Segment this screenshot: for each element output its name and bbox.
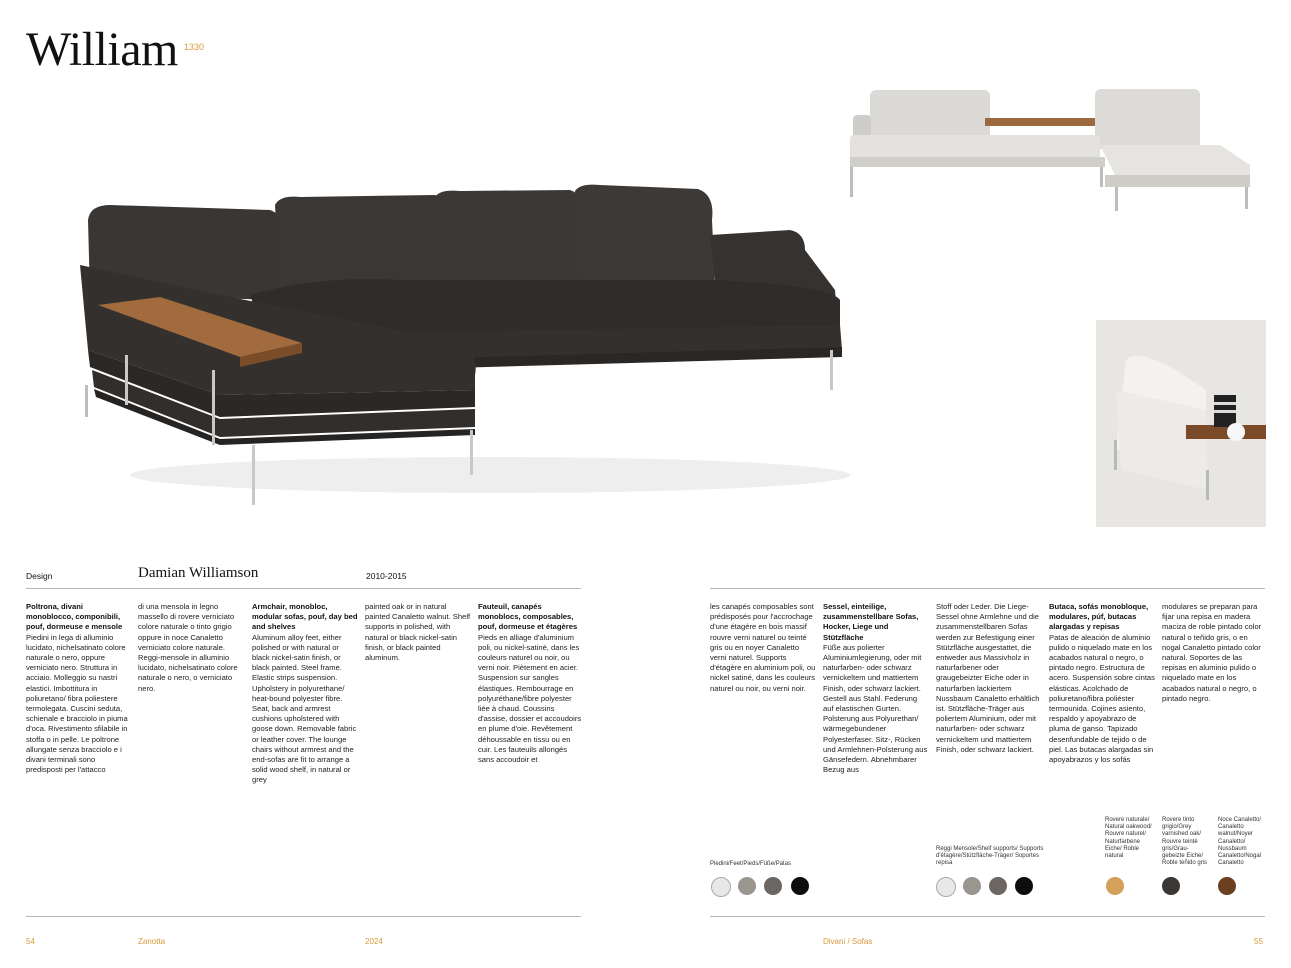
column-body: Stoff oder Leder. Die Liege-Sessel ohne Armlehne und die zusammenstellbaren Sofas werden zur Befestigung einer Stützfläche ausgestattet, die entweder aus Massivholz in naturfarbener oder graugebeizter Eiche oder in naturfarben lackiertem Nussbaum Canaletto erhältlich ist. Stützfläche-Träger aus poliertem Aluminium, oder mit naturfarben- oder schwarz vernickeltem und mattiertem Finish, oder schwarz lackiert. bbox=[936, 602, 1040, 754]
wood-label-walnut: Noce Canaletto/ Canaletto walnut/Noyer Canaletto/ Nussbaum Canaletto/Nogal Canaletto bbox=[1218, 817, 1262, 867]
column-heading: Poltrona, divani monoblocco, componibili, pouf, dormeuse e mensole bbox=[26, 602, 123, 632]
column-body: Füße aus polierter Aluminiumlegierung, oder mit naturfarben- oder schwarz vernickeltem und mattiertem Finish, oder schwarz lackiert. Gestell aus Stahl. Federung auf elastischen Gurten. Polsterung aus Polyurethan/ wärmegebundener Polyesterfaser. Sitz-, Rücken und Armlehnen-Polsterung aus Gänsefedern. Abnehmbarer Bezug aus bbox=[823, 642, 928, 775]
text-column-fr-1 bbox=[478, 602, 584, 765]
catalog-year: 2024 bbox=[365, 937, 383, 946]
design-years: 2010-2015 bbox=[366, 571, 407, 581]
text-column-fr-2 bbox=[710, 602, 816, 694]
design-label: Design bbox=[26, 571, 53, 581]
column-body: painted oak or in natural painted Canaletto walnut. Shelf supports in polished, with natural or black nickel-satin finish, or black painted aluminum. bbox=[365, 602, 471, 663]
support-swatch-3 bbox=[989, 877, 1007, 895]
column-body: Patas de aleación de aluminio pulido o niquelado mate en los acabados natural o negro, o pintado negro. Estructura de acero. Suspensión sobre cintas elásticas. Acolchado de poliuretano/fibra poliéster termounida. Cojines asiento, respaldo y apoyabrazo de pluma de ganso. Tapizado desenfundable de tejido o de piel. Las butacas alargadas sin apoyabrazos y los sofás bbox=[1049, 632, 1155, 765]
page-number-left: 54 bbox=[26, 937, 35, 946]
page-number-right: 55 bbox=[1254, 937, 1263, 946]
text-column-en-1 bbox=[252, 602, 358, 786]
column-body: Pieds en alliage d'aluminium poli, ou nickel-satiné, dans les couleurs naturel ou noir, ou verni noir. Piètement en acier. Suspension sur sangles élastiques. Rembourrage en polyuréthane/fibre polyester liée à chaud. Coussins d'assise, dossier et accoudoirs en plume d'oie. Revêtement déhoussable en tissu ou en cuir. Les fauteuils allongés sans accoudoir et bbox=[478, 632, 582, 765]
brand-name: Zanotta bbox=[138, 937, 166, 946]
wood-label-grey-oak: Rovere tinto grigio/Grey varnished oak/ Rouvre teinté gris/Grau-gebeizte Eiche/ Roble teñido gris bbox=[1162, 817, 1208, 867]
product-code: 1330 bbox=[184, 42, 205, 52]
support-swatch-1 bbox=[936, 877, 956, 897]
text-column-en-2 bbox=[365, 602, 471, 663]
text-column-es-1 bbox=[1049, 602, 1155, 765]
column-heading: Armchair, monobloc, modular sofas, pouf, day bed and shelves bbox=[252, 602, 358, 632]
page-title: William bbox=[26, 23, 178, 76]
column-body: modulares se preparan para fijar una repisa en madera maciza de roble pintado color natural o teñido gris, o en nogal Canaletto pintado color natural. Soportes de las repisas en aluminio pulido o niquelado mate en los acabados natural o negro, o pintado negro. bbox=[1162, 602, 1262, 703]
text-column-de-1 bbox=[823, 602, 929, 775]
feet-swatch-2 bbox=[738, 877, 756, 895]
section-name: Divani / Sofas bbox=[823, 937, 873, 946]
rule-left-bottom bbox=[26, 916, 581, 917]
designer-name: Damian Williamson bbox=[138, 565, 259, 581]
column-body: Aluminum alloy feet, either polished or with natural or black nickel-satin finish, or black painted. Steel frame. Elastic strips suspension. Upholstery in polyurethane/ heat-bound polyester fibre. Seat, back and armrest cushions upholstered with goose down. Removable fabric or leather cover. The lounge chairs without armrest and the end-sofas are fit to arrange a solid wood shelf, in natural or grey bbox=[252, 632, 357, 785]
main-sofa-photo bbox=[70, 175, 860, 515]
support-swatch-2 bbox=[963, 877, 981, 895]
rule-left-top bbox=[26, 588, 581, 589]
feet-swatch-3 bbox=[764, 877, 782, 895]
wood-swatch-oak bbox=[1106, 877, 1124, 895]
column-heading: Butaca, sofás monobloque, modulares, púf, butacas alargadas y repisas bbox=[1049, 602, 1149, 632]
support-swatch-4 bbox=[1015, 877, 1033, 895]
feet-swatch-1 bbox=[711, 877, 731, 897]
column-body: di una mensola in legno massello di rovere verniciato colore naturale o tinto grigio oppure in noce Canaletto verniciato colore naturale. Reggi-mensole in alluminio lucidato, nichelsatinato colore naturale o nero, o verniciato nero. bbox=[138, 602, 238, 693]
wood-swatch-grey-oak bbox=[1162, 877, 1180, 895]
text-column-it-2 bbox=[138, 602, 244, 694]
support-finish-label: Reggi Mensole/Shelf supports/ Supports d'étagère/Stützfläche-Träger/ Soportes repisa bbox=[936, 846, 1044, 867]
column-body: Piedini in lega di alluminio lucidato, nichelsatinato colore naturale o nero, oppure verniciato nero. Struttura in acciaio. Molleggio su nastri elastici. Imbottitura in poliuretano/ fibra poliestere termolegata. Cuscini seduta, schienale e bracciolo in piuma d'oca. Rivestimento sfilabile in stoffa o in pelle. Le poltrone allungate senza bracciolo e i divani terminali sono predisposti per l'attacco bbox=[26, 632, 128, 775]
wood-swatch-walnut bbox=[1218, 877, 1236, 895]
column-heading: Fauteuil, canapés monoblocs, composables, pouf, dormeuse et étagères bbox=[478, 602, 578, 632]
column-heading: Sessel, einteilige, zusammenstellbare Sofas, Hocker, Liege und Stützfläche bbox=[823, 602, 919, 642]
text-column-de-2 bbox=[936, 602, 1042, 755]
wood-label-oak: Rovere naturale/ Natural oakwood/ Rouvre naturel/ Naturfarbene Eiche/ Roble natural bbox=[1105, 817, 1152, 860]
feet-swatch-4 bbox=[791, 877, 809, 895]
rule-right-bottom bbox=[710, 916, 1265, 917]
detail-photo bbox=[1096, 320, 1266, 527]
column-body: les canapés composables sont prédisposés pour l'accrochage d'une étagère en bois massif rouvre verni naturel ou teinté gris ou en noyer Canaletto verni naturel. Supports d'étagère en aluminium poli, ou nickel satiné, dans les couleurs naturel ou noir, ou verni noir. bbox=[710, 602, 816, 693]
text-column-it-1 bbox=[26, 602, 132, 775]
grey-sofa-photo bbox=[845, 85, 1257, 215]
rule-right-top bbox=[710, 588, 1265, 589]
feet-finish-label: Piedini/Feet/Pieds/Füße/Patas bbox=[710, 861, 792, 867]
text-column-es-2 bbox=[1162, 602, 1268, 704]
